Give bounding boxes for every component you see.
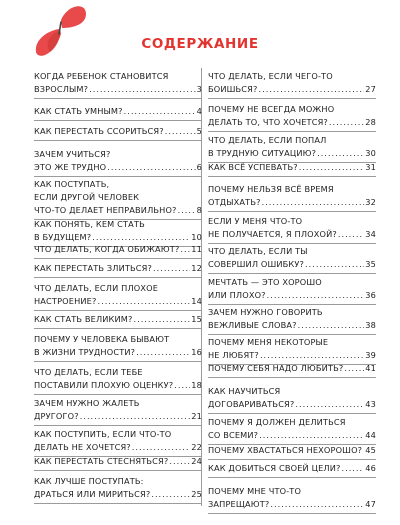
- toc-entry[interactable]: [34, 455, 202, 468]
- toc-page-number: 14: [191, 296, 202, 306]
- toc-leader-dots: [97, 295, 190, 308]
- toc-entry[interactable]: [34, 366, 202, 392]
- toc-page-number: 12: [191, 263, 202, 273]
- toc-page-number: 21: [191, 411, 202, 421]
- toc-leader-dots: [338, 228, 364, 241]
- toc-entry-text: ПОЧЕМУ Я ДОЛЖЕН ДЕЛИТЬСЯ: [208, 417, 346, 427]
- toc-entry-text: КАК ПЕРЕСТАТЬ ССОРИТЬСЯ?: [34, 126, 164, 136]
- toc-entry-text: КОГДА РЕБЕНОК СТАНОВИТСЯ: [34, 71, 169, 81]
- toc-leader-dots: [260, 349, 364, 362]
- toc-entry-text: ПОЧЕМУ НЕ ВСЕГДА МОЖНО: [208, 104, 335, 114]
- butterfly-upper-wing: [61, 6, 86, 28]
- toc-entry[interactable]: [208, 485, 376, 511]
- toc-page-number: 30: [365, 148, 376, 158]
- toc-leader-dots: [174, 379, 190, 392]
- toc-separator: [34, 361, 202, 362]
- butterfly-illustration: [28, 0, 88, 62]
- toc-entry[interactable]: [208, 385, 376, 411]
- toc-leader-dots: [153, 262, 190, 275]
- toc-page-number: 35: [365, 259, 376, 269]
- toc-entry-text: ЧТО ДЕЛАТЬ, ЕСЛИ ПОПАЛ: [208, 135, 327, 145]
- toc-leader-dots: [363, 444, 364, 457]
- toc-page-number: 32: [365, 197, 376, 207]
- toc-entry-text: КАК НАУЧИТЬСЯ: [208, 386, 281, 396]
- toc-entry-text: КАК ДОБИТЬСЯ СВОЕЙ ЦЕЛИ?: [208, 463, 341, 473]
- toc-entry-text: ЧТО ДЕЛАТЬ, ЕСЛИ ПЛОХОЕ: [34, 283, 159, 293]
- page-title: СОДЕРЖАНИЕ: [141, 36, 259, 52]
- butterfly-body: [59, 22, 61, 34]
- toc-separator: [34, 310, 202, 311]
- toc-leader-dots: [270, 498, 364, 511]
- toc-page-number: 47: [365, 499, 376, 509]
- toc-separator: [208, 513, 376, 514]
- toc-separator: [34, 176, 202, 177]
- toc-leader-dots: [165, 125, 196, 138]
- toc-entry-text: В ТРУДНУЮ СИТУАЦИЮ?: [208, 148, 317, 158]
- toc-page-number: 39: [365, 350, 376, 360]
- toc-page-number: 10: [191, 232, 202, 242]
- toc-entry-text: ВЕЖЛИВЫЕ СЛОВА?: [208, 320, 297, 330]
- toc-entry-text: ЗАЧЕМ УЧИТЬСЯ?: [34, 149, 111, 159]
- toc-separator: [34, 277, 202, 278]
- toc-leader-dots: [80, 410, 191, 423]
- toc-entry[interactable]: [34, 282, 202, 308]
- toc-entry-text: ИЛИ ПЛОХО?: [208, 290, 266, 300]
- toc-separator: [208, 273, 376, 274]
- toc-entry-text: ЗАПРЕЩАЮТ?: [208, 499, 270, 509]
- toc-entry[interactable]: [208, 444, 376, 457]
- toc-leader-dots: [89, 83, 196, 96]
- toc-separator: [208, 243, 376, 244]
- toc-entry-text: ДЕЛАТЬ ТО, ЧТО ХОЧЕТСЯ?: [208, 117, 328, 127]
- toc-separator: [34, 258, 202, 259]
- toc-page-number: 18: [191, 380, 202, 390]
- toc-leader-dots: [262, 196, 365, 209]
- toc-entry-text: ЧТО ДЕЛАТЬ, ЕСЛИ ТЫ: [208, 246, 308, 256]
- toc-entry-text: ЧТО ДЕЛАТЬ, ЕСЛИ ЧЕГО-ТО: [208, 71, 333, 81]
- toc-entry[interactable]: [34, 475, 202, 501]
- toc-page-number: 27: [365, 84, 376, 94]
- toc-page-number: 8: [196, 205, 202, 215]
- toc-leader-dots: [259, 429, 364, 442]
- toc-entry-text: ЭТО ЖЕ ТРУДНО: [34, 162, 107, 172]
- toc-leader-dots: [341, 462, 364, 475]
- toc-entry[interactable]: [34, 428, 202, 454]
- toc-page-number: 16: [191, 347, 202, 357]
- toc-entry[interactable]: [208, 215, 376, 241]
- toc-entry[interactable]: [208, 336, 376, 362]
- toc-page-number: 44: [365, 430, 376, 440]
- toc-entry-text: КАК ПЕРЕСТАТЬ ЗЛИТЬСЯ?: [34, 263, 153, 273]
- toc-separator: [208, 211, 376, 212]
- toc-leader-dots: [305, 258, 364, 271]
- toc-entry-text: В БУДУЩЕМ?: [34, 232, 92, 242]
- toc-entry[interactable]: [208, 362, 376, 375]
- toc-entry-text: КАК ПОСТУПАТЬ,: [34, 179, 110, 189]
- toc-entry[interactable]: [34, 105, 202, 118]
- toc-entry-text: ПОСТАВИЛИ ПЛОХУЮ ОЦЕНКУ?: [34, 380, 174, 390]
- toc-entry-text: ПОЧЕМУ МЕНЯ НЕКОТОРЫЕ: [208, 337, 329, 347]
- toc-entry[interactable]: [34, 313, 202, 326]
- toc-page-number: 38: [365, 320, 376, 330]
- toc-entry[interactable]: [34, 178, 202, 217]
- toc-separator: [208, 334, 376, 335]
- toc-entry[interactable]: [34, 397, 202, 423]
- toc-entry[interactable]: [208, 103, 376, 129]
- toc-separator: [208, 176, 376, 177]
- toc-entry[interactable]: [34, 243, 202, 256]
- toc-page-number: 24: [191, 456, 202, 466]
- toc-leader-dots: [134, 313, 191, 326]
- toc-entry-text: ЧТО ДЕЛАТЬ, КОГДА ОБИЖАЮТ?: [34, 244, 180, 254]
- toc-page-number: 22: [191, 442, 202, 452]
- toc-entry-text: КАК ПЕРЕСТАТЬ СТЕСНЯТЬСЯ?: [34, 456, 169, 466]
- toc-separator: [34, 328, 202, 329]
- toc-entry-text: НЕ ЛЮБЯТ?: [208, 350, 259, 360]
- toc-entry-text: НЕ ПОЛУЧАЕТСЯ, Я ПЛОХОЙ?: [208, 229, 337, 239]
- toc-entry-text: ДРАТЬСЯ ИЛИ МИРИТЬСЯ?: [34, 489, 151, 499]
- toc-entry[interactable]: [208, 276, 376, 302]
- toc-entry[interactable]: [208, 183, 376, 209]
- toc-entry[interactable]: [34, 262, 202, 275]
- toc-entry-text: КАК ПОНЯТЬ, КЕМ СТАТЬ: [34, 219, 145, 229]
- toc-separator: [34, 394, 202, 395]
- toc-separator: [34, 120, 202, 121]
- toc-leader-dots: [299, 161, 365, 174]
- toc-entry[interactable]: [34, 218, 202, 244]
- toc-leader-dots: [267, 289, 365, 302]
- toc-page-number: 25: [191, 489, 202, 499]
- toc-leader-dots: [180, 243, 190, 256]
- toc-entry-text: МЕЧТАТЬ — ЭТО ХОРОШО: [208, 277, 322, 287]
- toc-entry[interactable]: [208, 134, 376, 160]
- toc-leader-dots: [169, 455, 190, 468]
- toc-entry[interactable]: [208, 245, 376, 271]
- toc-entry-text: ПОЧЕМУ ХВАСТАТЬСЯ НЕХОРОШО?: [208, 445, 363, 455]
- toc-leader-dots: [317, 147, 364, 160]
- toc-entry[interactable]: [208, 462, 376, 475]
- toc-entry-text: СОВЕРШИЛ ОШИБКУ?: [208, 259, 305, 269]
- toc-entry-text: ПОЧЕМУ НЕЛЬЗЯ ВСЁ ВРЕМЯ: [208, 184, 334, 194]
- toc-entry-text: КАК ЛУЧШЕ ПОСТУПАТЬ:: [34, 476, 144, 486]
- toc-separator: [208, 304, 376, 305]
- toc-entry-text: ДЕЛАТЬ НЕ ХОЧЕТСЯ?: [34, 442, 131, 452]
- toc-leader-dots: [178, 204, 196, 217]
- toc-entry-text: КАК ПОСТУПИТЬ, ЕСЛИ ЧТО-ТО: [34, 429, 172, 439]
- toc-entry[interactable]: [208, 416, 376, 442]
- toc-separator: [208, 459, 376, 460]
- toc-separator: [34, 140, 202, 141]
- toc-page-number: 46: [365, 463, 376, 473]
- toc-page-number: 6: [196, 162, 202, 172]
- toc-entry[interactable]: [34, 333, 202, 359]
- toc-entry-text: ОТДЫХАТЬ?: [208, 197, 261, 207]
- toc-entry-text: ЧТО-ТО ДЕЛАЕТ НЕПРАВИЛЬНО?: [34, 205, 177, 215]
- toc-separator: [208, 131, 376, 132]
- toc-leader-dots: [132, 441, 191, 454]
- toc-separator: [208, 98, 376, 99]
- toc-entry[interactable]: [34, 148, 202, 174]
- toc-entry-text: ПОЧЕМУ МНЕ ЧТО-ТО: [208, 486, 302, 496]
- toc-entry-text: КАК СТАТЬ УМНЫМ?: [34, 106, 123, 116]
- toc-entry[interactable]: [208, 306, 376, 332]
- toc-entry-text: НАСТРОЕНИЕ?: [34, 296, 97, 306]
- toc-page-number: 34: [365, 229, 376, 239]
- toc-leader-dots: [298, 319, 365, 332]
- toc-separator: [34, 503, 202, 504]
- toc-entry-text: ПОЧЕМУ У ЧЕЛОВЕКА БЫВАЮТ: [34, 334, 170, 344]
- toc-entry[interactable]: [34, 70, 202, 96]
- toc-page-number: 4: [196, 106, 202, 116]
- toc-separator: [208, 377, 376, 378]
- toc-entry-text: ДРУГОГО?: [34, 411, 79, 421]
- toc-entry-text: БОИШЬСЯ?: [208, 84, 258, 94]
- toc-page-number: 41: [365, 363, 376, 373]
- toc-entry-text: КАК СТАТЬ ВЕЛИКИМ?: [34, 314, 133, 324]
- toc-leader-dots: [124, 105, 196, 118]
- toc-leader-dots: [136, 346, 190, 359]
- toc-separator: [34, 98, 202, 99]
- toc-page-number: 28: [365, 117, 376, 127]
- toc-entry-text: ЕСЛИ У МЕНЯ ЧТО-ТО: [208, 216, 303, 226]
- toc-entry-text: В ЖИЗНИ ТРУДНОСТИ?: [34, 347, 136, 357]
- toc-entry[interactable]: [208, 161, 376, 174]
- toc-entry-text: КАК ВСЁ УСПЕВАТЬ?: [208, 162, 298, 172]
- toc-leader-dots: [344, 362, 364, 375]
- toc-page-number: 11: [191, 244, 202, 254]
- toc-page-number: 5: [196, 126, 202, 136]
- toc-entry-text: ДОГОВАРИВАТЬСЯ?: [208, 399, 295, 409]
- toc-entry-text: ЧТО ДЕЛАТЬ, ЕСЛИ ТЕБЕ: [34, 367, 143, 377]
- toc-page-number: 15: [191, 314, 202, 324]
- toc-leader-dots: [259, 83, 365, 96]
- toc-entry-text: СО ВСЕМИ?: [208, 430, 259, 440]
- toc-leader-dots: [295, 398, 364, 411]
- toc-page-number: 3: [196, 84, 202, 94]
- toc-separator: [208, 413, 376, 414]
- toc-entry-text: ПОЧЕМУ СЕБЯ НАДО ЛЮБИТЬ?: [208, 363, 344, 373]
- toc-separator: [208, 477, 376, 478]
- toc-page-number: 45: [365, 445, 376, 455]
- toc-entry-text: ВЗРОСЛЫМ?: [34, 84, 89, 94]
- toc-page-number: 31: [365, 162, 376, 172]
- toc-leader-dots: [151, 488, 190, 501]
- toc-entry-text: ЗАЧЕМ НУЖНО ГОВОРИТЬ: [208, 307, 323, 317]
- toc-page-number: 36: [365, 290, 376, 300]
- toc-leader-dots: [329, 116, 364, 129]
- toc-page-number: 43: [365, 399, 376, 409]
- toc-separator: [34, 470, 202, 471]
- toc-leader-dots: [107, 161, 195, 174]
- toc-entry-text: ЕСЛИ ДРУГОЙ ЧЕЛОВЕК: [34, 192, 140, 202]
- toc-entry-text: ЗАЧЕМ НУЖНО ЖАЛЕТЬ: [34, 398, 140, 408]
- toc-separator: [34, 425, 202, 426]
- toc-entry[interactable]: [34, 125, 202, 138]
- toc-entry[interactable]: [208, 70, 376, 96]
